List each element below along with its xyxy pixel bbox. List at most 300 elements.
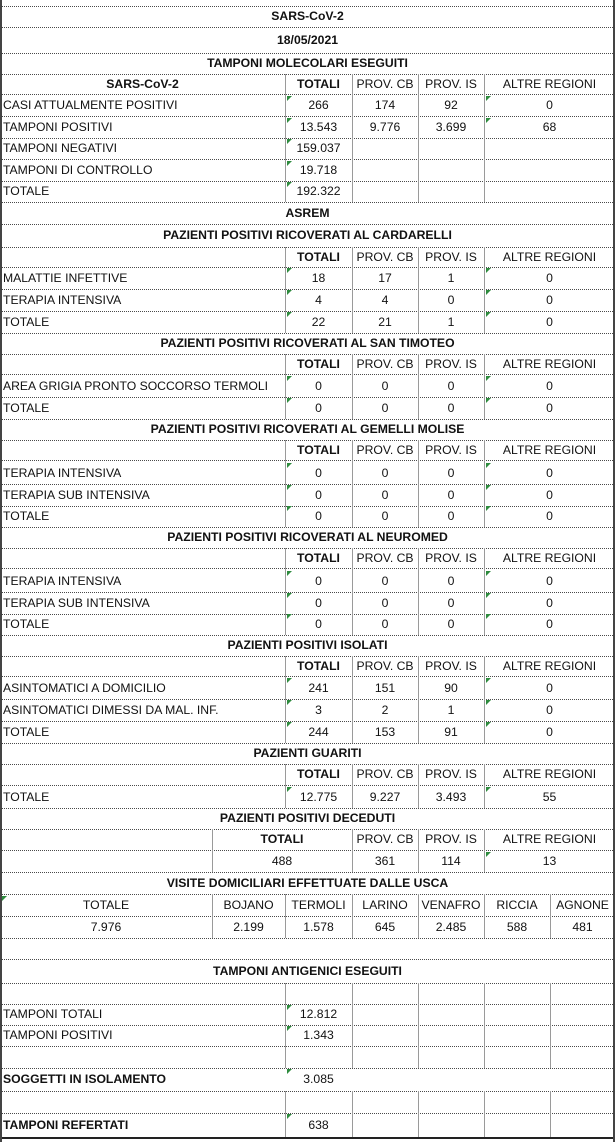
molecolari-header-prov-is: PROV. IS (425, 76, 477, 91)
gemelli-is-value: 0 (447, 487, 455, 502)
guariti-altre-value: 55 (542, 789, 557, 804)
grid-row-line (0, 27, 615, 28)
isolati-totali-value: 244 (308, 724, 329, 739)
grid-row-line (0, 224, 615, 225)
grid-column-line (352, 894, 353, 938)
cardarelli-altre-value: 0 (546, 314, 553, 329)
grid-column-line (418, 829, 419, 872)
guariti-header-totali: TOTALI (297, 767, 340, 782)
formula-warning-marker-icon (287, 1026, 292, 1031)
grid-row-line (0, 808, 615, 809)
cardarelli-totali-value: 22 (311, 314, 326, 329)
formula-warning-marker-icon (287, 268, 292, 273)
refertati-label: TAMPONI REFERTATI (3, 1117, 129, 1132)
isolati-is-value: 1 (447, 702, 455, 717)
grid-column-line (484, 1091, 485, 1113)
formula-warning-marker-icon (486, 268, 491, 273)
molecolari-is-value: 92 (444, 98, 458, 113)
gemelli-totali-value: 0 (315, 465, 322, 480)
grid-column-line (484, 354, 485, 419)
grid-column-line (418, 247, 419, 333)
grid-row-line (0, 1004, 615, 1005)
grid-column-line (550, 983, 551, 1068)
grid-row-line (0, 916, 615, 917)
formula-warning-marker-icon (287, 463, 292, 468)
molecolari-row-label: TAMPONI NEGATIVI (3, 141, 117, 156)
grid-column-line (418, 764, 419, 808)
grid-row-line (0, 94, 615, 95)
molecolari-row-label: TOTALE (3, 184, 50, 199)
formula-warning-marker-icon (287, 787, 292, 792)
gemelli-row-label: TERAPIA SUB INTENSIVA (3, 487, 150, 502)
deceduti-totali-value: 488 (271, 853, 293, 868)
grid-row-line (0, 785, 615, 786)
molecolari-header-totali: TOTALI (297, 76, 340, 91)
deceduti-header-prov-is: PROV. IS (425, 832, 477, 847)
molecolari-altre-value: 0 (546, 98, 553, 113)
grid-column-line (550, 1091, 551, 1113)
neuromed-is-value: 0 (447, 616, 455, 631)
timoteo-altre-value: 0 (546, 400, 553, 415)
isolati-row-label: ASINTOMATICI A DOMICILIO (3, 680, 166, 695)
grid-column-line (285, 656, 286, 743)
guariti-section-title: PAZIENTI GUARITI (253, 746, 362, 761)
formula-warning-marker-icon (486, 506, 491, 511)
timoteo-header-totali: TOTALI (297, 356, 340, 371)
gemelli-header-totali: TOTALI (297, 442, 340, 457)
grid-row-line (0, 1113, 615, 1114)
grid-row-line (0, 568, 615, 569)
formula-warning-marker-icon (486, 290, 491, 295)
grid-row-line (0, 6, 615, 7)
neuromed-header-altre-regioni: ALTRE REGIONI (502, 550, 597, 565)
gemelli-row-label: TERAPIA INTENSIVA (3, 465, 122, 480)
grid-column-line (352, 1113, 353, 1137)
grid-column-line (352, 440, 353, 527)
formula-warning-marker-icon (486, 398, 491, 403)
grid-row-line (0, 676, 615, 677)
grid-row-line (0, 311, 615, 312)
grid-column-line (352, 1091, 353, 1113)
antigenici-section-title: TAMPONI ANTIGENICI ESEGUITI (213, 963, 402, 978)
molecolari-cb-value: 174 (374, 98, 396, 113)
grid-row-line (0, 506, 615, 507)
gemelli-totali-value: 0 (315, 508, 322, 523)
formula-warning-marker-icon (287, 1005, 292, 1010)
grid-row-line (0, 202, 615, 203)
deceduti-header-totali: TOTALI (260, 832, 304, 847)
neuromed-cb-value: 0 (381, 616, 389, 631)
neuromed-section-title: PAZIENTI POSITIVI RICOVERATI AL NEUROMED (167, 530, 448, 545)
grid-column-line (285, 983, 286, 1068)
grid-row-line (0, 419, 615, 420)
grid-row-line (0, 374, 615, 375)
formula-warning-marker-icon (287, 290, 292, 295)
grid-row-line (0, 333, 615, 334)
usca-header-termoli: TERMOLI (291, 897, 346, 912)
formula-warning-marker-icon (287, 722, 292, 727)
formula-warning-marker-icon (2, 896, 7, 901)
grid-row-line (0, 983, 615, 984)
grid-column-line (418, 894, 419, 938)
grid-row-line (0, 764, 615, 765)
grid-column-line (484, 829, 485, 872)
neuromed-altre-value: 0 (546, 573, 553, 588)
grid-column-line (550, 1113, 551, 1137)
formula-warning-marker-icon (486, 96, 491, 101)
timoteo-cb-value: 0 (381, 378, 389, 393)
neuromed-header-totali: TOTALI (297, 550, 340, 565)
grid-column-line (352, 764, 353, 808)
isolati-header-totali: TOTALI (297, 658, 340, 673)
grid-column-line (285, 548, 286, 635)
cardarelli-section-title: PAZIENTI POSITIVI RICOVERATI AL CARDARELLI (163, 228, 452, 243)
grid-row-line (0, 354, 615, 355)
molecolari-row-label: TAMPONI DI CONTROLLO (3, 163, 153, 178)
molecolari-totali-value: 192.322 (296, 184, 341, 199)
molecolari-header-prov-cb: PROV. CB (356, 76, 414, 91)
gemelli-altre-value: 0 (546, 487, 553, 502)
grid-row-line (0, 289, 615, 290)
grid-column-line (484, 764, 485, 808)
grid-row-line (0, 53, 615, 54)
cardarelli-cb-value: 4 (381, 292, 389, 307)
grid-row-line (0, 1025, 615, 1026)
grid-row-line (0, 460, 615, 461)
formula-warning-marker-icon (287, 96, 292, 101)
formula-warning-marker-icon (486, 485, 491, 490)
grid-row-line (0, 1091, 615, 1092)
neuromed-totali-value: 0 (315, 573, 322, 588)
grid-column-line (352, 656, 353, 743)
guariti-header-prov-cb: PROV. CB (356, 767, 414, 782)
usca-header-agnone: AGNONE (556, 897, 609, 912)
timoteo-row-label: AREA GRIGIA PRONTO SOCCORSO TERMOLI (3, 378, 269, 393)
guariti-is-value: 3.493 (435, 789, 467, 804)
grid-column-line (212, 894, 213, 938)
formula-warning-marker-icon (486, 700, 491, 705)
formula-warning-marker-icon (287, 182, 292, 187)
formula-warning-marker-icon (287, 118, 292, 123)
isolati-altre-value: 0 (546, 724, 553, 739)
grid-row-line (0, 247, 615, 248)
grid-row-line (0, 635, 615, 636)
usca-header-venafro: VENAFRO (421, 897, 481, 912)
formula-warning-marker-icon (287, 312, 292, 317)
grid-column-line (285, 247, 286, 333)
formula-warning-marker-icon (287, 506, 292, 511)
grid-column-line (285, 354, 286, 419)
formula-warning-marker-icon (287, 614, 292, 619)
guariti-header-prov-is: PROV. IS (425, 767, 477, 782)
neuromed-is-value: 0 (447, 595, 455, 610)
timoteo-cb-value: 0 (381, 400, 389, 415)
formula-warning-marker-icon (287, 1114, 292, 1119)
grid-column-line (484, 74, 485, 202)
grid-column-line (418, 656, 419, 743)
grid-row-line (0, 938, 615, 939)
formula-warning-marker-icon (287, 376, 292, 381)
guariti-totali-value: 12.775 (299, 789, 338, 804)
grid-row-line (0, 614, 615, 615)
formula-warning-marker-icon (287, 139, 292, 144)
grid-column-line (418, 354, 419, 419)
gemelli-cb-value: 0 (381, 508, 389, 523)
neuromed-totali-value: 0 (315, 616, 322, 631)
neuromed-cb-value: 0 (381, 573, 389, 588)
isolati-totali-value: 3 (315, 702, 322, 717)
grid-row-line (0, 699, 615, 700)
antigenici-row-label: TAMPONI TOTALI (3, 1007, 103, 1022)
cardarelli-row-label: MALATTIE INFETTIVE (3, 270, 128, 285)
deceduti-altre-value: 13 (542, 853, 557, 868)
molecolari-totali-value: 159.037 (296, 141, 341, 156)
isolati-cb-value: 2 (381, 702, 389, 717)
grid-row-line (0, 159, 615, 160)
grid-row-line (0, 894, 615, 895)
timoteo-totali-value: 0 (315, 378, 322, 393)
formula-warning-marker-icon (486, 463, 491, 468)
molecolari-cb-value: 9.776 (369, 120, 401, 135)
cardarelli-header-prov-cb: PROV. CB (356, 249, 414, 264)
isolati-is-value: 91 (444, 724, 458, 739)
grid-column-line (484, 983, 485, 1068)
timoteo-row-label: TOTALE (3, 400, 50, 415)
isolati-altre-value: 0 (546, 680, 553, 695)
grid-column-line (484, 247, 485, 333)
isolati-is-value: 90 (444, 680, 458, 695)
neuromed-cb-value: 0 (381, 595, 389, 610)
grid-row-line (0, 397, 615, 398)
cardarelli-row-label: TERAPIA INTENSIVA (3, 292, 122, 307)
neuromed-is-value: 0 (447, 573, 455, 588)
gemelli-is-value: 0 (447, 465, 455, 480)
neuromed-altre-value: 0 (546, 595, 553, 610)
neuromed-totali-value: 0 (315, 595, 322, 610)
gemelli-row-label: TOTALE (3, 508, 50, 523)
sheet-title: SARS-CoV-2 (271, 9, 344, 24)
isolamento-value: 3.085 (303, 1072, 334, 1087)
grid-column-line (484, 440, 485, 527)
cardarelli-cb-value: 17 (378, 270, 392, 285)
formula-warning-marker-icon (486, 852, 491, 857)
antigenici-row-value: 1.343 (303, 1028, 334, 1043)
gemelli-section-title: PAZIENTI POSITIVI RICOVERATI AL GEMELLI MOLISE (150, 422, 465, 437)
formula-warning-marker-icon (287, 678, 292, 683)
isolamento-label: SOGGETTI IN ISOLAMENTO (3, 1072, 166, 1087)
usca-header-riccia: RICCIA (496, 897, 538, 912)
timoteo-is-value: 0 (447, 400, 455, 415)
formula-warning-marker-icon (486, 787, 491, 792)
grid-row-line (0, 959, 615, 960)
grid-column-line (352, 548, 353, 635)
cardarelli-header-prov-is: PROV. IS (425, 249, 477, 264)
formula-warning-marker-icon (486, 614, 491, 619)
grid-column-line (484, 548, 485, 635)
neuromed-header-prov-is: PROV. IS (425, 550, 477, 565)
gemelli-altre-value: 0 (546, 508, 553, 523)
guariti-cb-value: 9.227 (369, 789, 401, 804)
usca-header-totale: TOTALE (82, 897, 130, 912)
isolati-header-prov-is: PROV. IS (425, 658, 477, 673)
gemelli-header-prov-cb: PROV. CB (356, 442, 414, 457)
grid-column-line (418, 440, 419, 527)
guariti-header-altre-regioni: ALTRE REGIONI (502, 767, 597, 782)
grid-column-line (285, 1091, 286, 1113)
grid-row-line (0, 592, 615, 593)
isolati-cb-value: 151 (374, 680, 396, 695)
cardarelli-header-totali: TOTALI (297, 249, 340, 264)
usca-header-larino: LARINO (362, 897, 408, 912)
grid-column-line (285, 1113, 286, 1137)
deceduti-is-value: 114 (441, 853, 461, 868)
neuromed-row-label: TOTALE (3, 616, 50, 631)
formula-warning-marker-icon (486, 571, 491, 576)
usca-value-termoli: 1.578 (303, 919, 334, 934)
molecolari-row-label: CASI ATTUALMENTE POSITIVI (3, 98, 178, 113)
molecolari-is-value: 3.699 (435, 120, 467, 135)
neuromed-header-prov-cb: PROV. CB (356, 550, 414, 565)
formula-warning-marker-icon (287, 1069, 292, 1074)
timoteo-header-altre-regioni: ALTRE REGIONI (502, 356, 597, 371)
molecolari-altre-value: 68 (542, 120, 557, 135)
usca-value-agnone: 481 (572, 919, 593, 934)
cardarelli-totali-value: 4 (315, 292, 322, 307)
antigenici-row-value: 12.812 (299, 1007, 338, 1022)
isolati-row-label: ASINTOMATICI DIMESSI DA MAL. INF. (3, 702, 219, 717)
gemelli-is-value: 0 (447, 508, 455, 523)
grid-row-line (0, 181, 615, 182)
grid-row-line (0, 743, 615, 744)
grid-row-line (0, 116, 615, 117)
timoteo-is-value: 0 (447, 378, 455, 393)
cardarelli-cb-value: 21 (378, 314, 392, 329)
gemelli-cb-value: 0 (381, 465, 389, 480)
antigenici-row-label: TAMPONI POSITIVI (3, 1028, 113, 1043)
isolati-header-prov-cb: PROV. CB (356, 658, 414, 673)
gemelli-header-prov-is: PROV. IS (425, 442, 477, 457)
grid-column-line (484, 656, 485, 743)
grid-column-line (352, 983, 353, 1068)
grid-column-line (418, 1113, 419, 1137)
grid-row-line (0, 1068, 615, 1069)
formula-warning-marker-icon (287, 593, 292, 598)
gemelli-totali-value: 0 (315, 487, 322, 502)
usca-header-bojano: BOJANO (223, 897, 274, 912)
formula-warning-marker-icon (287, 700, 292, 705)
isolati-header-altre-regioni: ALTRE REGIONI (502, 658, 597, 673)
grid-row-line (0, 527, 615, 528)
grid-row-line (0, 721, 615, 722)
grid-row-line (0, 484, 615, 485)
isolati-totali-value: 241 (308, 680, 329, 695)
molecolari-totali-value: 19.718 (299, 163, 338, 178)
asrem-title: ASREM (285, 206, 330, 221)
timoteo-header-prov-is: PROV. IS (425, 356, 477, 371)
deceduti-section-title: PAZIENTI POSITIVI DECEDUTI (219, 811, 396, 826)
formula-warning-marker-icon (287, 398, 292, 403)
report-date: 18/05/2021 (277, 32, 338, 47)
grid-row-line (0, 138, 615, 139)
guariti-row-label: TOTALE (3, 789, 50, 804)
isolati-section-title: PAZIENTI POSITIVI ISOLATI (227, 638, 388, 653)
formula-warning-marker-icon (287, 161, 292, 166)
cardarelli-altre-value: 0 (546, 292, 553, 307)
molecolari-totali-value: 13.543 (299, 120, 338, 135)
grid-column-line (352, 74, 353, 202)
sheet-bottom-border (0, 1137, 615, 1139)
formula-warning-marker-icon (486, 312, 491, 317)
grid-row-line (0, 850, 615, 851)
molecolari-section-title: TAMPONI MOLECOLARI ESEGUITI (207, 56, 408, 71)
molecolari-header-altre-regioni: ALTRE REGIONI (502, 76, 597, 91)
formula-warning-marker-icon (287, 571, 292, 576)
grid-column-line (418, 983, 419, 1068)
usca-value-venafro: 2.485 (435, 919, 467, 934)
grid-column-line (550, 894, 551, 938)
usca-value-totale: 7.976 (90, 919, 122, 934)
cardarelli-is-value: 0 (447, 292, 455, 307)
neuromed-row-label: TERAPIA INTENSIVA (3, 573, 122, 588)
grid-column-line (418, 548, 419, 635)
molecolari-row-label: TAMPONI POSITIVI (3, 120, 113, 135)
timoteo-totali-value: 0 (315, 400, 322, 415)
molecolari-col-label: SARS-CoV-2 (106, 76, 179, 91)
usca-value-bojano: 2.199 (233, 919, 264, 934)
formula-warning-marker-icon (486, 722, 491, 727)
deceduti-cb-value: 361 (374, 853, 396, 868)
grid-row-line (0, 440, 615, 441)
formula-warning-marker-icon (287, 485, 292, 490)
grid-column-line (285, 894, 286, 938)
grid-column-line (352, 354, 353, 419)
usca-value-larino: 645 (374, 919, 396, 934)
grid-row-line (0, 1046, 615, 1047)
deceduti-header-altre-regioni: ALTRE REGIONI (502, 832, 597, 847)
grid-row-line (0, 872, 615, 873)
cardarelli-header-altre-regioni: ALTRE REGIONI (502, 249, 597, 264)
usca-section-title: VISITE DOMICILIARI EFFETTUATE DALLE USCA (166, 875, 449, 890)
isolati-row-label: TOTALE (3, 724, 50, 739)
gemelli-header-altre-regioni: ALTRE REGIONI (502, 442, 597, 457)
refertati-value: 638 (308, 1117, 329, 1132)
grid-column-line (484, 1113, 485, 1137)
grid-column-line (484, 894, 485, 938)
cardarelli-row-label: TOTALE (3, 314, 50, 329)
timoteo-header-prov-cb: PROV. CB (356, 356, 414, 371)
deceduti-header-prov-cb: PROV. CB (356, 832, 414, 847)
grid-column-line (352, 247, 353, 333)
cardarelli-altre-value: 0 (546, 270, 553, 285)
grid-column-line (418, 1091, 419, 1113)
cardarelli-totali-value: 18 (311, 270, 326, 285)
grid-row-line (0, 548, 615, 549)
neuromed-altre-value: 0 (546, 616, 553, 631)
timoteo-altre-value: 0 (546, 378, 553, 393)
gemelli-altre-value: 0 (546, 465, 553, 480)
grid-column-line (285, 764, 286, 808)
molecolari-totali-value: 266 (308, 98, 329, 113)
grid-row-line (0, 267, 615, 268)
grid-row-line (0, 829, 615, 830)
grid-column-line (285, 74, 286, 202)
grid-row-line (0, 656, 615, 657)
usca-value-riccia: 588 (506, 919, 528, 934)
grid-column-line (285, 440, 286, 527)
grid-column-line (212, 829, 213, 872)
neuromed-row-label: TERAPIA SUB INTENSIVA (3, 595, 150, 610)
formula-warning-marker-icon (486, 376, 491, 381)
